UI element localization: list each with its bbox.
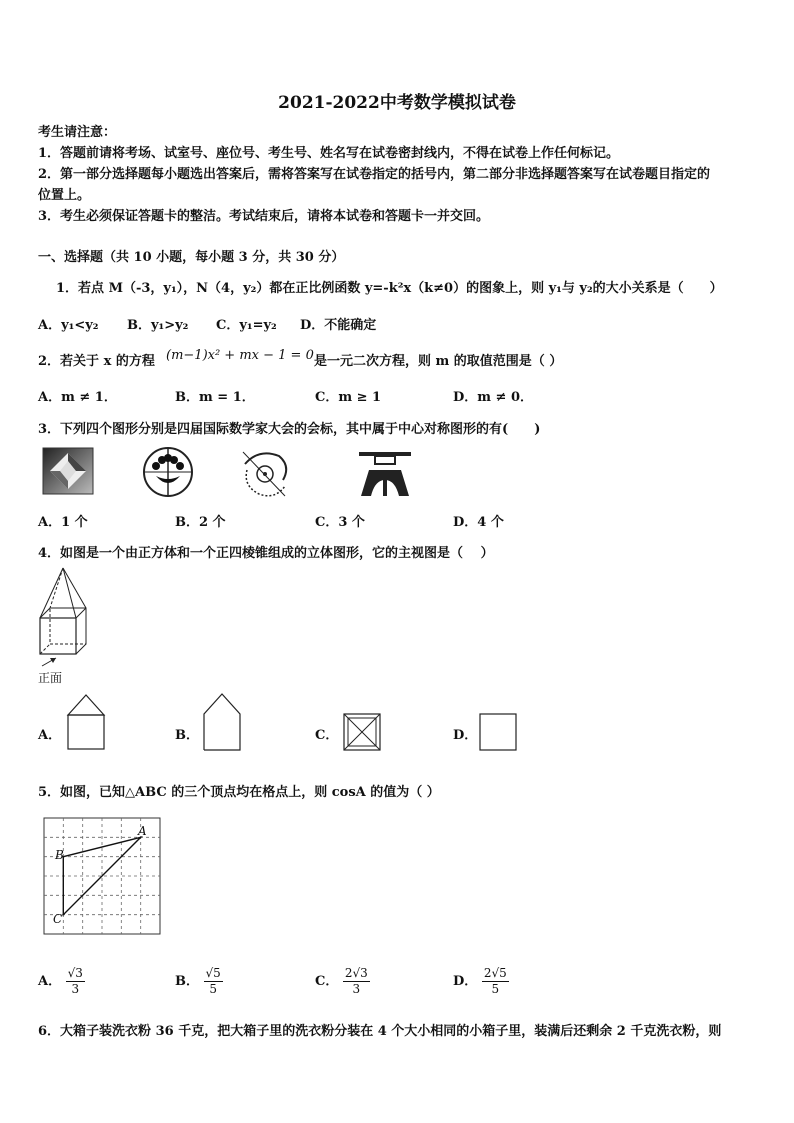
section-heading: 一、选择题（共 10 小题，每小题 3 分，共 30 分）	[38, 250, 345, 265]
denominator: 5	[209, 982, 217, 996]
q5-option-c	[315, 966, 370, 997]
q2-option-a: A．m ≠ 1．	[38, 390, 117, 405]
numerator: 2√3	[344, 966, 368, 980]
q4-option-c-figure[interactable]	[342, 712, 382, 752]
q4-option-a: A．	[38, 728, 62, 743]
option-letter: A．	[38, 974, 62, 989]
denominator: 5	[491, 982, 500, 996]
congress-logo-2-icon	[142, 446, 194, 498]
q4-option-d-figure[interactable]	[478, 712, 518, 752]
point-c-label: C	[53, 912, 63, 926]
front-view-label: 正面	[38, 671, 63, 685]
q6-stem: 6．大箱子装洗衣粉 36 千克，把大箱子里的洗衣粉分装在 4 个大小相同的小箱子里，装满后还剩余 2 千克洗衣粉，则	[38, 1024, 722, 1039]
fraction	[482, 966, 509, 997]
point-b-label: B	[55, 848, 64, 862]
q5-option-b	[175, 966, 223, 997]
notice-item-2: 2．第一部分选择题每小题选出答案后，需将答案写在试卷指定的括号内，第二部分非选择题答案写在试卷题目指定的	[38, 167, 711, 182]
numerator: 2√5	[483, 966, 507, 980]
q1-option-d: D．不能确定	[300, 318, 377, 333]
option-letter: C．	[315, 974, 339, 989]
notice-item-3: 3．考生必须保证答题卡的整洁。考试结束后，请将本试卷和答题卡一并交回。	[38, 209, 490, 224]
q1-option-c: C．y₁=y₂	[216, 318, 277, 333]
numerator: √5	[205, 966, 221, 980]
q3-option-c: C．3 个	[315, 515, 365, 530]
fraction	[204, 966, 223, 997]
congress-logo-4-icon	[357, 450, 413, 498]
q3-option-a: A．1 个	[38, 515, 88, 530]
q4-option-a-figure[interactable]	[66, 693, 106, 751]
q1-option-b: B．y₁>y₂	[127, 318, 189, 333]
q4-stem: 4．如图是一个由正方体和一个正四棱锥组成的立体图形，它的主视图是（ ）	[38, 546, 494, 561]
solid-figure-diagram	[36, 566, 92, 670]
denominator: 3	[71, 982, 80, 996]
denominator: 3	[352, 982, 361, 996]
q3-option-d: D．4 个	[453, 515, 504, 530]
q4-option-c: C．	[315, 728, 339, 743]
q4-option-b: B．	[175, 728, 199, 743]
q2-stem-pre: 2．若关于 x 的方程	[38, 354, 155, 369]
q5-option-a	[38, 966, 85, 997]
notice-item-2-cont: 位置上。	[38, 188, 91, 203]
q4-option-d: D．	[453, 728, 478, 743]
notice-item-1: 1．答题前请将考场、试室号、座位号、考生号、姓名写在试卷密封线内，不得在试卷上作任何标记。	[38, 146, 620, 161]
q2-stem-post: 是一元二次方程，则 m 的取值范围是（ ）	[314, 354, 563, 369]
q5-stem: 5．如图，已知△ABC 的三个顶点均在格点上，则 cosA 的值为（ ）	[38, 785, 440, 800]
q4-option-b-figure[interactable]	[202, 692, 242, 752]
fraction	[343, 966, 370, 997]
q3-stem: 3．下列四个图形分别是四届国际数学家大会的会标，其中属于中心对称图形的有( )	[38, 422, 541, 437]
congress-logo-1-icon	[42, 447, 94, 495]
page-title: 2021-2022中考数学模拟试卷	[278, 93, 516, 113]
option-letter: B．	[175, 974, 199, 989]
q5-option-d	[453, 966, 509, 997]
congress-logo-3-icon	[239, 446, 291, 500]
q2-equation: (m−1)x² + mx − 1 = 0	[166, 348, 314, 363]
point-a-label: A	[138, 824, 147, 838]
numerator: √3	[67, 966, 83, 980]
option-letter: D．	[453, 974, 478, 989]
q3-option-b: B．2 个	[175, 515, 226, 530]
q2-option-c: C．m ≥ 1	[315, 390, 382, 405]
q1-stem: 1．若点 M（-3，y₁），N（4，y₂）都在正比例函数 y=-k²x（k≠0）的图象上，则 y₁与 y₂的大小关系是（ ）	[56, 281, 723, 296]
q1-option-a: A．y₁<y₂	[38, 318, 99, 333]
fraction	[66, 966, 85, 997]
notice-heading: 考生请注意：	[38, 125, 117, 140]
q2-option-b: B．m = 1．	[175, 390, 255, 405]
q2-option-d: D．m ≠ 0．	[453, 390, 534, 405]
